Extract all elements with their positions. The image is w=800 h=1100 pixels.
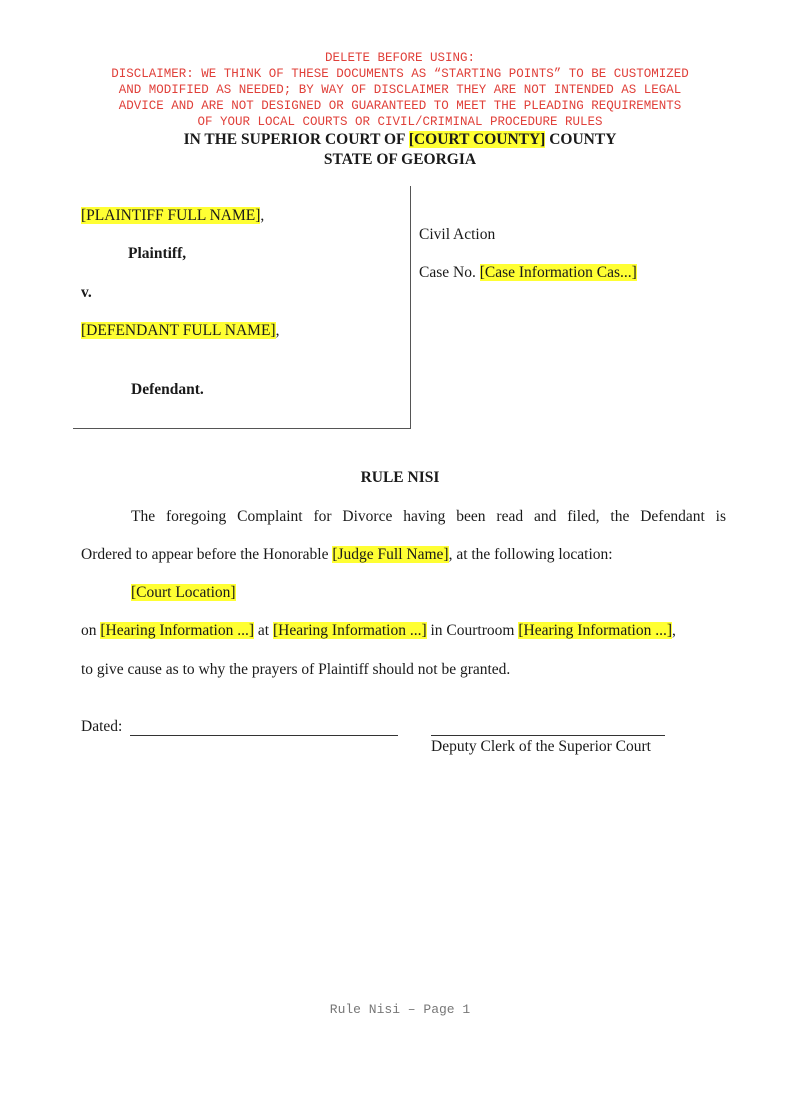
disclaimer-line: DELETE BEFORE USING: <box>324 51 476 65</box>
hearing-line <box>81 621 726 641</box>
document-title: RULE NISI <box>360 469 440 486</box>
judge-name-placeholder[interactable]: [Judge Full Name] <box>332 546 449 563</box>
defendant-name-placeholder[interactable]: [DEFENDANT FULL NAME] <box>81 322 276 339</box>
case-number <box>419 263 637 283</box>
defendant-name <box>81 321 279 341</box>
courtroom-comma: , <box>672 622 676 639</box>
courtroom-text: in Courtroom <box>426 622 519 639</box>
defendant-comma: , <box>275 322 280 339</box>
paragraph-1-line-2 <box>81 545 726 565</box>
at-text: at <box>254 622 273 639</box>
closing-line: to give cause as to why the prayers of Plaintiff should not be granted. <box>81 661 511 678</box>
dated-label: Dated: <box>81 718 123 735</box>
dated-signature-line[interactable] <box>130 735 398 736</box>
court-heading-prefix: IN THE SUPERIOR COURT OF <box>183 131 409 148</box>
disclaimer-line: AND MODIFIED AS NEEDED; BY WAY OF DISCLAIMER THEY ARE NOT INTENDED AS LEGAL <box>118 83 682 97</box>
plaintiff-label: Plaintiff, <box>128 245 187 262</box>
civil-action-label: Civil Action <box>419 226 496 243</box>
hearing-time-placeholder[interactable]: [Hearing Information ...] <box>272 622 427 639</box>
plaintiff-name-placeholder[interactable]: [PLAINTIFF FULL NAME] <box>81 207 261 224</box>
state-heading: STATE OF GEORGIA <box>323 151 477 168</box>
plaintiff-name <box>81 206 264 226</box>
defendant-label: Defendant. <box>131 381 204 398</box>
clerk-label: Deputy Clerk of the Superior Court <box>431 738 651 755</box>
court-location-line <box>131 583 776 603</box>
hearing-date-placeholder[interactable]: [Hearing Information ...] <box>100 622 255 639</box>
courtroom-placeholder[interactable]: [Hearing Information ...] <box>518 622 672 639</box>
case-no-placeholder[interactable]: [Case Information Cas...] <box>479 264 637 281</box>
appear-text: Ordered to appear before the Honorable <box>81 546 333 563</box>
versus-label: v. <box>81 284 92 301</box>
court-heading <box>0 130 800 150</box>
court-county-placeholder[interactable]: [COURT COUNTY] <box>408 131 546 148</box>
court-location-placeholder[interactable]: [Court Location] <box>131 584 236 601</box>
paragraph-1-line-1 <box>81 507 726 527</box>
disclaimer-line: ADVICE AND ARE NOT DESIGNED OR GUARANTEED TO MEET THE PLEADING REQUIREMENTS <box>118 99 682 113</box>
disclaimer-block <box>0 50 800 130</box>
location-text: , at the following location: <box>448 546 613 563</box>
paragraph-1-text: The foregoing Complaint for Divorce having been read and filed, the Defendant is <box>131 508 726 525</box>
disclaimer-line: DISCLAIMER: WE THINK OF THESE DOCUMENTS AS “STARTING POINTS” TO BE CUSTOMIZED <box>111 67 689 81</box>
page-footer: Rule Nisi – Page 1 <box>329 1002 471 1017</box>
plaintiff-comma: , <box>260 207 265 224</box>
on-text: on <box>81 622 101 639</box>
clerk-signature-line[interactable] <box>431 735 665 736</box>
court-heading-suffix: COUNTY <box>545 131 617 148</box>
case-no-label: Case No. <box>419 264 480 281</box>
disclaimer-line: OF YOUR LOCAL COURTS OR CIVIL/CRIMINAL PROCEDURE RULES <box>197 115 603 129</box>
